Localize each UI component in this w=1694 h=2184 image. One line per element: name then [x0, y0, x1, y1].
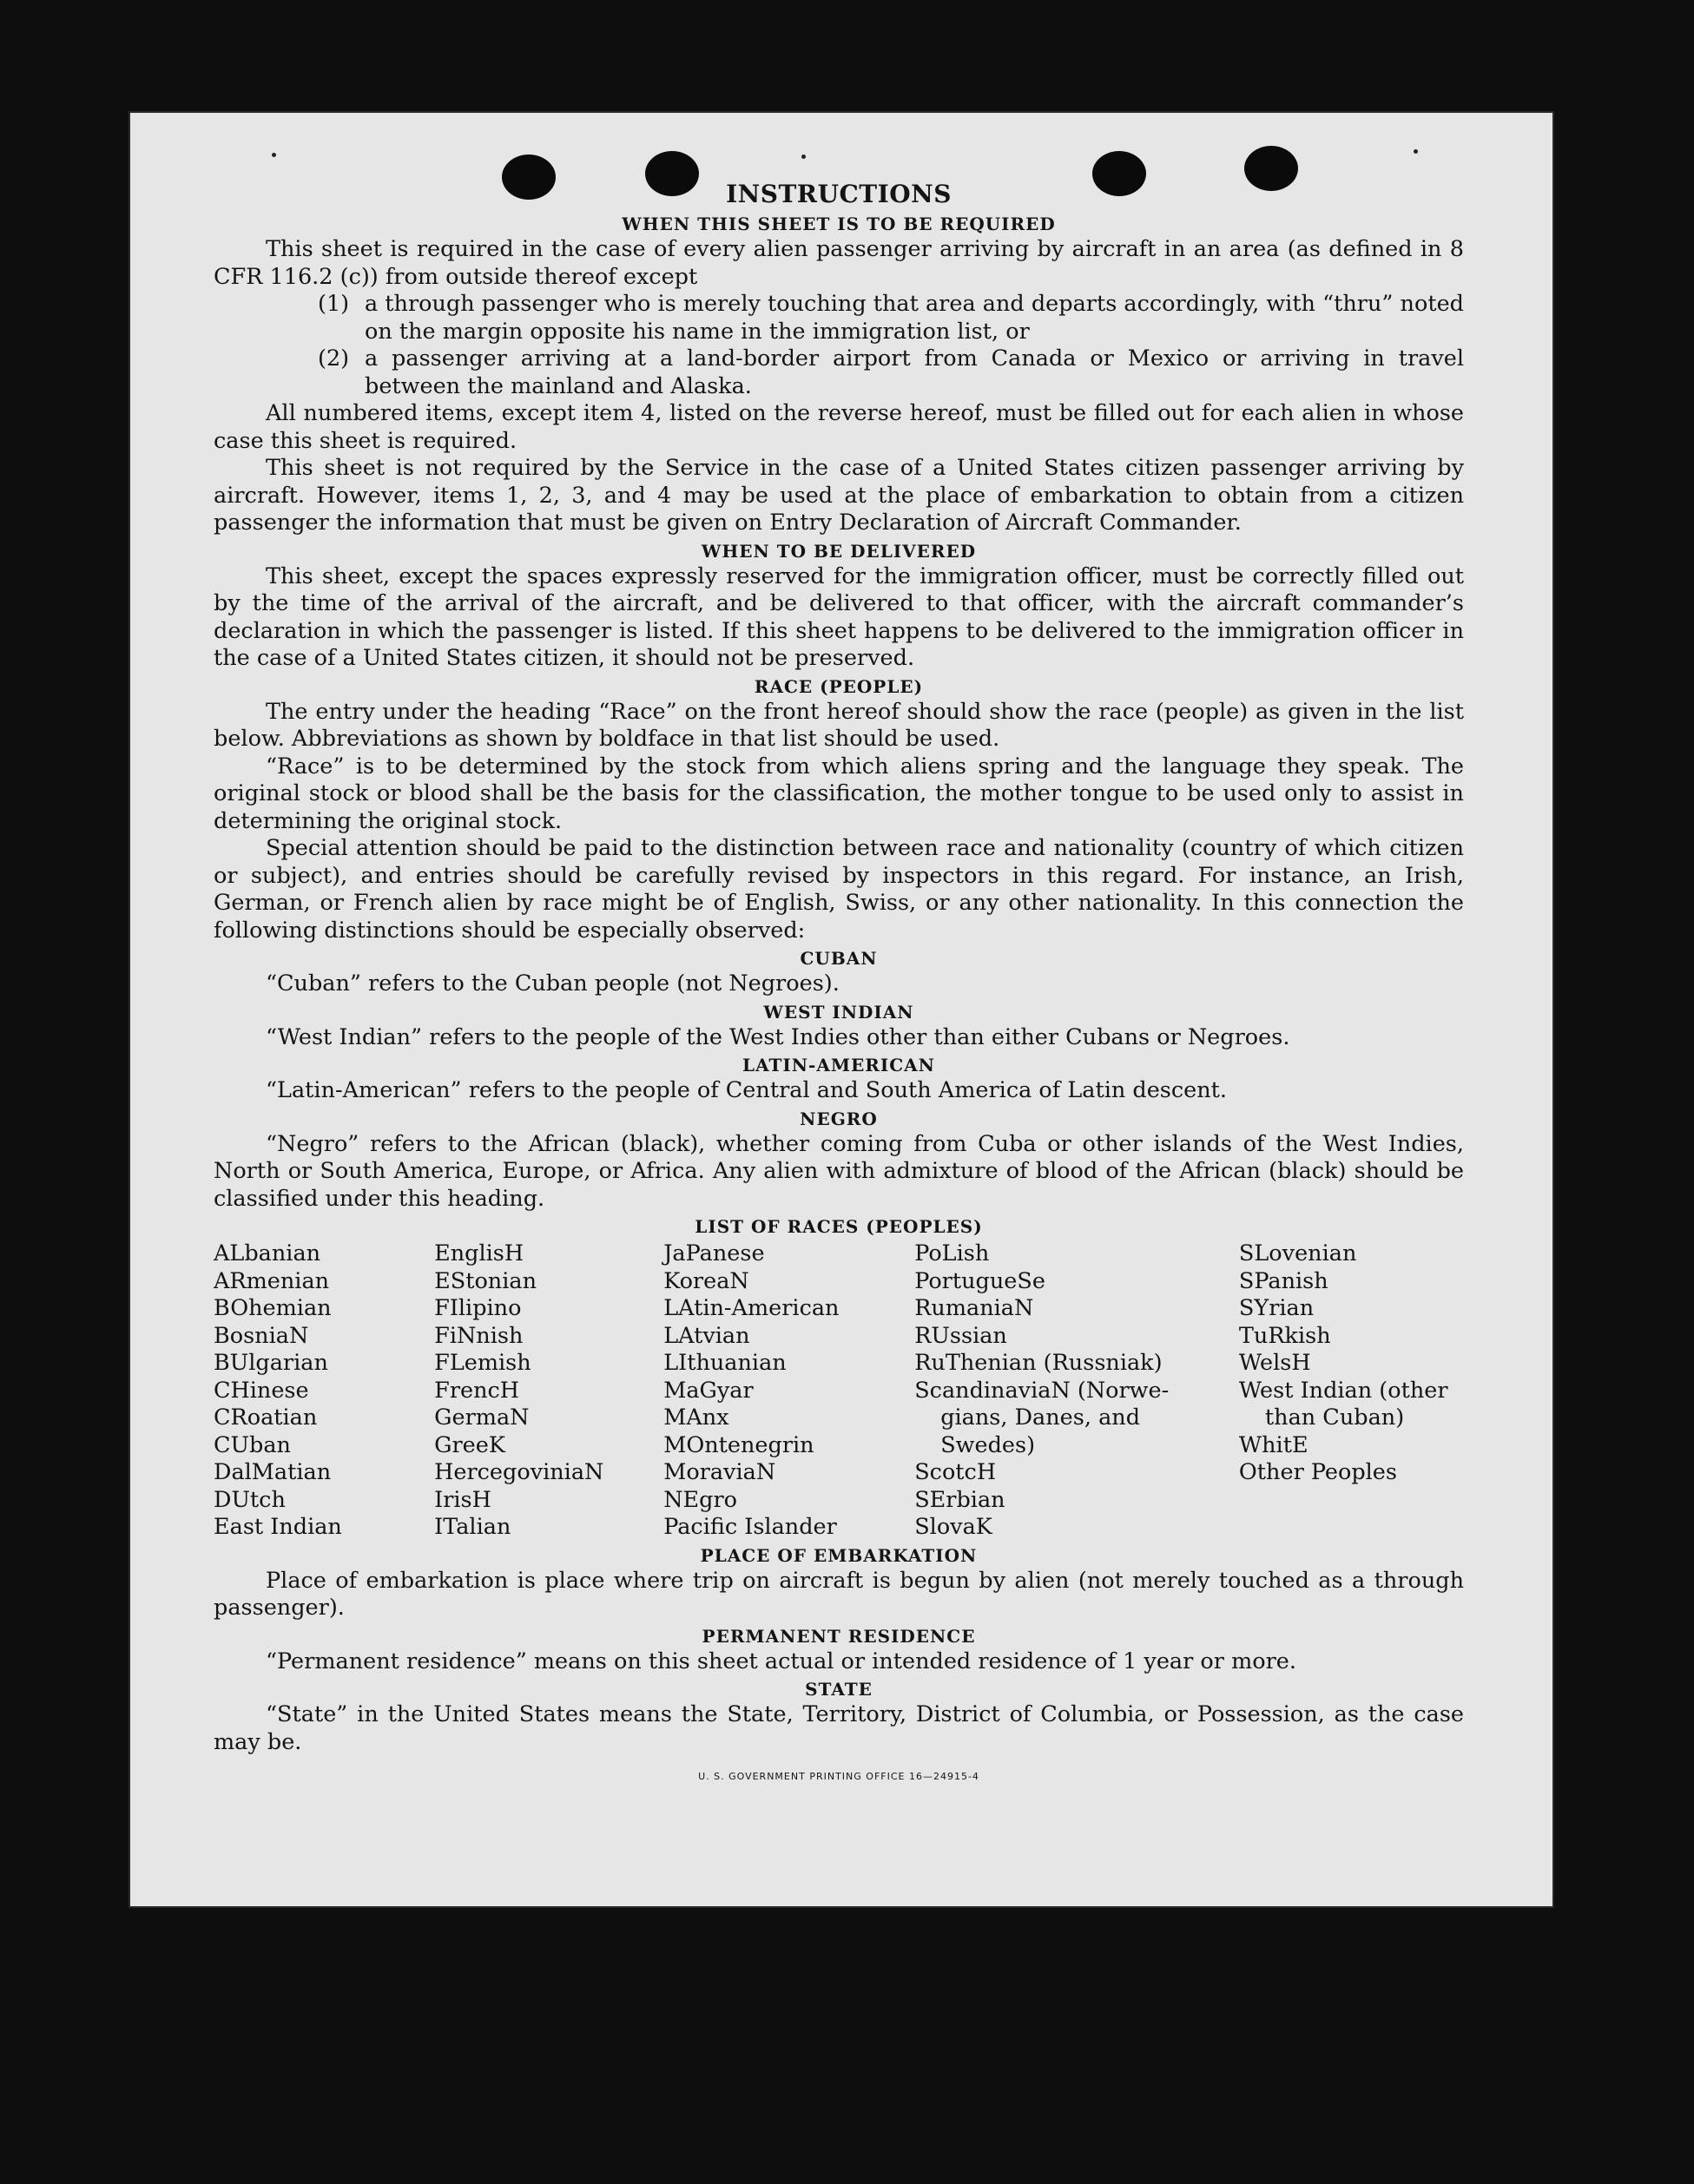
race-entry: MoraviaN	[663, 1459, 776, 1485]
printer-imprint: U. S. GOVERNMENT PRINTING OFFICE 16—24915-4	[698, 1771, 979, 1782]
race-entry: ARmenian	[214, 1267, 330, 1294]
race-entry: DUtch	[214, 1486, 286, 1513]
race-entry: FrencH	[434, 1377, 520, 1404]
race-entry: PoLish	[914, 1240, 990, 1266]
races-column	[1239, 1240, 1464, 1542]
race-entry: than Cuban)	[1264, 1404, 1405, 1431]
paragraph: This sheet, except the spaces expressly reserved for the immigration officer, must be correctly filled out by the time of the arrival of the aircraft, and be delivered to that officer, with the aircraft commander’s declaration in which the passenger is listed. If this sheet happens to be delivered to the immigration officer in the case of a United States citizen, it should not be preserved.	[214, 562, 1464, 671]
race-entry: WhitE	[1238, 1431, 1308, 1458]
race-entry: CHinese	[214, 1377, 309, 1404]
races-column	[914, 1240, 1239, 1542]
list-item	[214, 345, 1464, 400]
list-item	[214, 291, 1464, 345]
paragraph: “West Indian” refers to the people of the West Indies other than either Cubans or Negroes.	[266, 1023, 1290, 1050]
paragraph: All numbered items, except item 4, listed on the reverse hereof, must be filled out for each alien in whose case this sheet is required.	[214, 400, 1464, 454]
race-entry: Swedes)	[940, 1431, 1036, 1458]
race-entry: CUban	[214, 1431, 291, 1458]
item-number: (2)	[318, 345, 350, 372]
race-entry: MAnx	[663, 1404, 729, 1431]
race-entry: ScotcH	[914, 1459, 997, 1485]
race-entry: Pacific Islander	[663, 1514, 837, 1540]
races-column	[434, 1240, 663, 1542]
section-heading-when-required: WHEN THIS SHEET IS TO BE REQUIRED	[622, 214, 1056, 234]
item-text: a passenger arriving at a land-border airport from Canada or Mexico or arriving in travel between the mainland and Alaska.	[365, 345, 1464, 399]
race-entry: JaPanese	[663, 1240, 765, 1266]
race-entry: HercegoviniaN	[434, 1459, 604, 1485]
paragraph: “Negro” refers to the African (black), whether coming from Cuba or other islands of the West Indies, North or South America, Europe, or Africa. Any alien with admixture of blood of the African (black) should be classified under this heading.	[214, 1130, 1464, 1212]
race-entry: EStonian	[434, 1267, 537, 1294]
race-entry: MaGyar	[663, 1377, 754, 1404]
race-entry: KoreaN	[663, 1267, 749, 1294]
paragraph: “Permanent residence” means on this sheet actual or intended residence of 1 year or more.	[266, 1648, 1296, 1674]
speck	[801, 155, 806, 159]
race-entry: SPanish	[1238, 1267, 1328, 1294]
speck	[1414, 149, 1418, 154]
race-entry: GreeK	[434, 1431, 505, 1458]
paragraph: This sheet is required in the case of every alien passenger arriving by aircraft in an area (as defined in 8 CFR 116.2 (c)) from outside thereof except	[214, 236, 1464, 290]
races-column	[214, 1240, 434, 1542]
paragraph: “Cuban” refers to the Cuban people (not Negroes).	[266, 970, 840, 997]
page-title: INSTRUCTIONS	[726, 180, 952, 208]
race-entry: FiNnish	[434, 1322, 524, 1349]
section-heading-state: STATE	[805, 1679, 873, 1700]
race-entry: IrisH	[434, 1486, 491, 1513]
race-entry: BOhemian	[214, 1295, 332, 1321]
race-entry: BUlgarian	[214, 1350, 328, 1376]
race-entry: SlovaK	[914, 1514, 992, 1540]
paragraph: Place of embarkation is place where trip on aircraft is begun by alien (not merely touched as a through passenger).	[214, 1567, 1464, 1621]
race-entry: RumaniaN	[914, 1295, 1034, 1321]
section-heading-when-delivered: WHEN TO BE DELIVERED	[701, 540, 977, 562]
speck	[272, 153, 276, 157]
item-text: a through passenger who is merely touching that area and departs accordingly, with “thru” noted on the margin opposite his name in the immigration list, or	[365, 291, 1464, 345]
race-entry: SErbian	[914, 1486, 1005, 1513]
paragraph: “Race” is to be determined by the stock from which aliens spring and the language they speak. The original stock or blood shall be the basis for the classification, the mother tongue to be used only to assist in determining the original stock.	[214, 753, 1464, 834]
race-entry: ITalian	[434, 1514, 511, 1540]
race-entry: Other Peoples	[1238, 1459, 1397, 1485]
instructions-content	[214, 179, 1464, 1791]
section-heading-cuban: CUBAN	[800, 948, 878, 969]
section-heading-west-indian: WEST INDIAN	[763, 1001, 914, 1023]
race-entry: WelsH	[1238, 1350, 1311, 1376]
race-entry: LIthuanian	[663, 1350, 787, 1376]
race-entry: LAtin-American	[663, 1295, 840, 1321]
paragraph: This sheet is not required by the Service in the case of a United States citizen passenger arriving by aircraft. However, items 1, 2, 3, and 4 may be used at the place of embarkation to obtain from a citizen passenger the information that must be given on Entry Declaration of Aircraft Commander.	[214, 455, 1464, 536]
section-heading-residence: PERMANENT RESIDENCE	[702, 1625, 976, 1647]
paragraph: “Latin-American” refers to the people of Central and South America of Latin descent.	[266, 1077, 1228, 1103]
race-entry: CRoatian	[214, 1404, 318, 1431]
races-table	[214, 1240, 1464, 1542]
race-entry: MOntenegrin	[663, 1431, 814, 1458]
section-heading-latin-american: LATIN-AMERICAN	[742, 1055, 935, 1076]
race-entry: FLemish	[434, 1350, 531, 1376]
paragraph: The entry under the heading “Race” on the front hereof should show the race (people) as given in the list below. Abbreviations as shown by boldface in that list should be used.	[214, 698, 1464, 752]
paragraph: Special attention should be paid to the distinction between race and nationality (country of which citizen or subject), and entries should be carefully revised by inspectors in this regard. For instance, an Irish, German, or French alien by race might be of English, Swiss, or any other nationality. In this connection the following distinctions should be especially observed:	[214, 835, 1464, 944]
race-entry: FIlipino	[434, 1295, 522, 1321]
race-entry: LAtvian	[663, 1322, 750, 1349]
race-entry: ALbanian	[214, 1240, 321, 1266]
race-entry: GermaN	[434, 1404, 530, 1431]
race-entry: TuRkish	[1238, 1322, 1331, 1349]
section-heading-race: RACE (PEOPLE)	[754, 675, 924, 697]
race-entry: SYrian	[1238, 1295, 1315, 1321]
race-entry: EnglisH	[434, 1240, 524, 1266]
section-heading-embarkation: PLACE OF EMBARKATION	[700, 1544, 978, 1566]
race-entry: BosniaN	[214, 1322, 309, 1349]
race-entry: PortugueSe	[914, 1267, 1045, 1294]
paragraph: “State” in the United States means the State, Territory, District of Columbia, or Possession, as the case may be.	[214, 1701, 1464, 1755]
section-heading-negro: NEGRO	[800, 1108, 878, 1129]
section-heading-list-of-races: LIST OF RACES (PEOPLES)	[695, 1216, 983, 1237]
race-entry: West Indian (other	[1238, 1377, 1448, 1404]
race-entry: RUssian	[914, 1322, 1007, 1349]
race-entry: ScandinaviaN (Norwe-	[914, 1377, 1170, 1404]
race-entry: SLovenian	[1238, 1240, 1357, 1266]
races-column	[663, 1240, 914, 1542]
race-entry: East Indian	[214, 1514, 342, 1540]
document-page	[129, 111, 1554, 1908]
item-number: (1)	[318, 291, 350, 317]
race-entry: DalMatian	[214, 1459, 332, 1485]
race-entry: NEgro	[663, 1486, 737, 1513]
race-entry: RuThenian (Russniak)	[914, 1350, 1163, 1376]
race-entry: gians, Danes, and	[940, 1404, 1141, 1431]
